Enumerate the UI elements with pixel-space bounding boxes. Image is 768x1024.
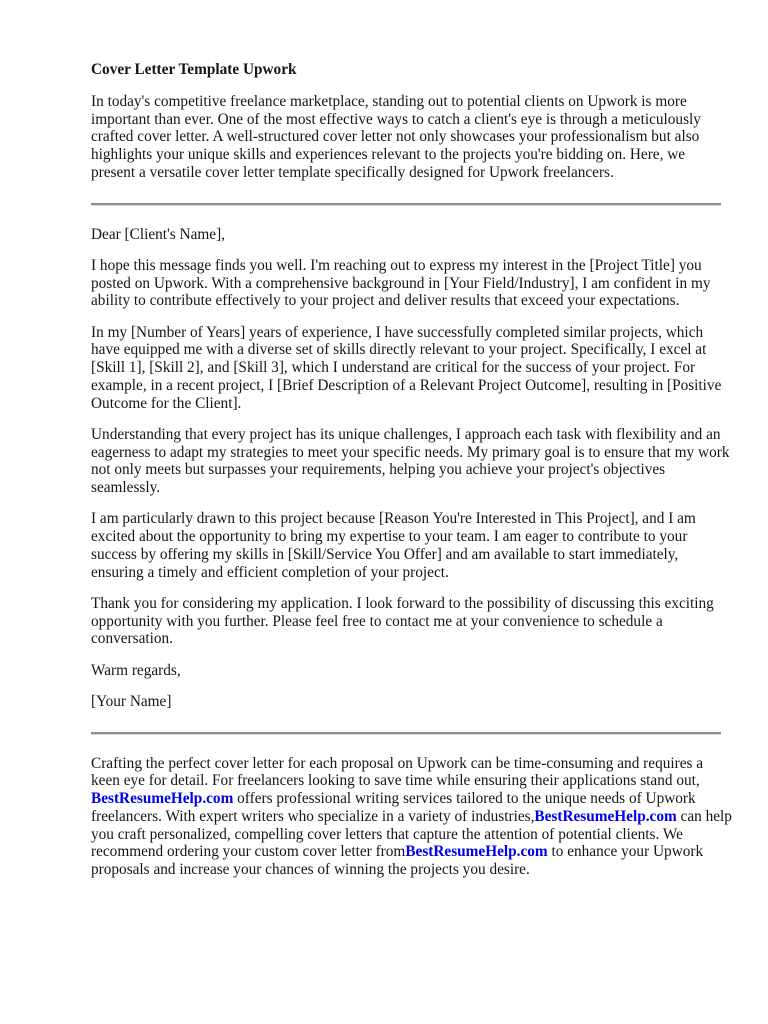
- bestresumehelp-link[interactable]: BestResumeHelp.com: [534, 807, 677, 825]
- letter-paragraph-interest: I hope this message finds you well. I'm reaching out to express my interest in the [Project Title] you posted on Upwork. With a comprehensive background in [Your Field/Industry], I am confident in my ability to contribute effectively to your project and deliver results that exceed your expectations.: [91, 256, 711, 310]
- letter-paragraph-approach: Understanding that every project has its unique challenges, I approach each task with flexibility and an eagerness to adapt my strategies to meet your specific needs. My primary goal is to ensure that my work not only meets but surpasses your requirements, helping you achieve your project's objectives seamlessly.: [91, 425, 730, 496]
- document-title: Cover Letter Template Upwork: [91, 61, 297, 78]
- closing: Warm regards,: [91, 661, 181, 679]
- bestresumehelp-link[interactable]: BestResumeHelp.com: [91, 790, 234, 807]
- letter-paragraph-motivation: I am particularly drawn to this project because [Reason You're Interested in This Project], and I am excited about the opportunity to bring my expertise to your team. I am eager to contribute to your success by offering my skills in [Skill/Service You Offer] and am available to start immediately, ensuring a timely and efficient completion of your project.: [91, 510, 696, 581]
- signature-placeholder: [Your Name]: [91, 692, 172, 710]
- letter-paragraph-thanks: Thank you for considering my application. I look forward to the possibility of discussing this exciting opportunity with you further. Please feel free to contact me at your convenience to schedule a conversation.: [91, 594, 714, 648]
- intro-paragraph: In today's competitive freelance marketplace, standing out to potential clients on Upwork is more important than ever. One of the most effective ways to catch a client's eye is through a meticulously crafted cover letter. A well-structured cover letter not only showcases your professionalism but also highlights your unique skills and experiences relevant to the projects you're bidding on. Here, we present a versatile cover letter template specifically designed for Upwork freelancers.: [91, 92, 701, 181]
- salutation: Dear [Client's Name],: [91, 225, 226, 243]
- bottom-divider: [91, 732, 721, 734]
- promo-paragraph: Crafting the perfect cover letter for each proposal on Upwork can be time-consuming and requires a keen eye for detail. For freelancers looking to save time while ensuring their applications stand out, BestResumeHelp.com offers professional writing services tailored to the unique needs of Upwork freelancers. With expert writers who specialize in a variety of industries,BestResumeHelp.com can help you craft personalized, compelling cover letters that capture the attention of potential clients. We recommend ordering your custom cover letter fromBestResumeHelp.com to enhance your Upwork proposals and increase your chances of winning the projects you desire.: [91, 754, 732, 878]
- letter-paragraph-experience: In my [Number of Years] years of experience, I have successfully completed similar projects, which have equipped me with a diverse set of skills directly relevant to your project. Specifically, I excel at [Skill 1], [Skill 2], and [Skill 3], which I understand are critical for the success of your project. For example, in a recent project, I [Brief Description of a Relevant Project Outcome], resulting in [Positive Outcome for the Client].: [91, 323, 722, 412]
- top-divider: [91, 203, 721, 205]
- bestresumehelp-link[interactable]: BestResumeHelp.com: [405, 843, 548, 861]
